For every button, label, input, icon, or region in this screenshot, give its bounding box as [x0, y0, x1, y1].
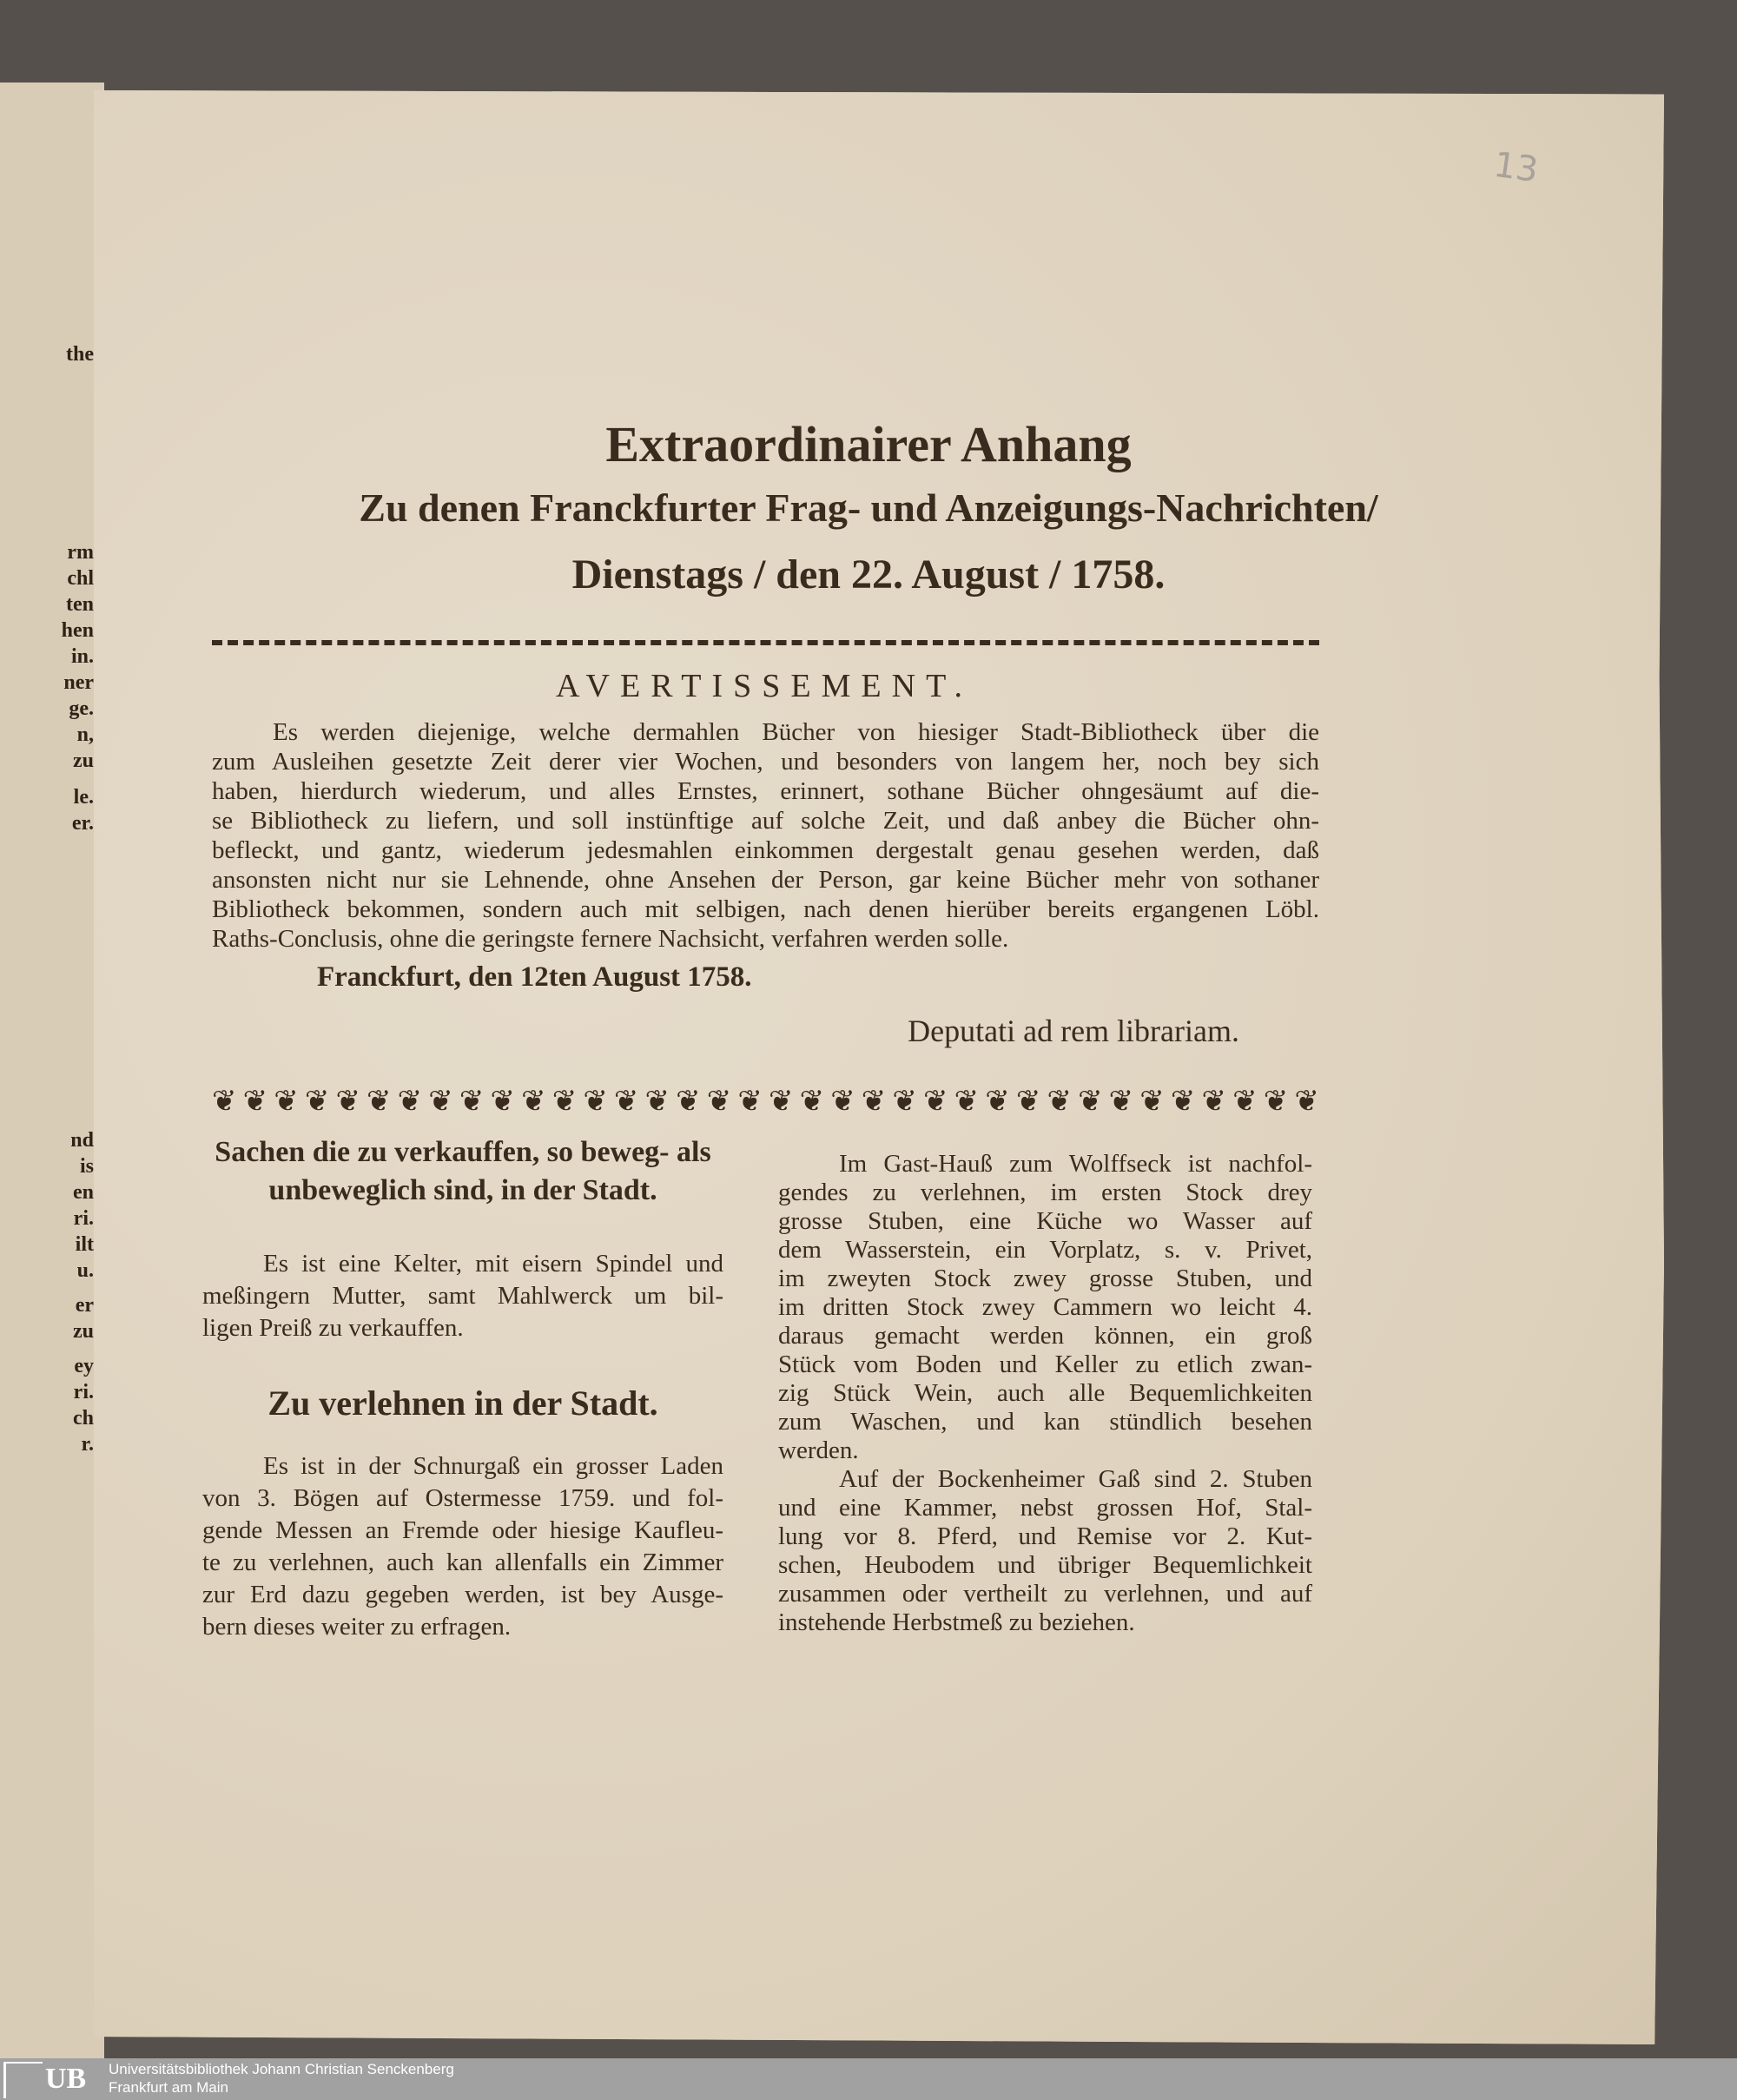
header-divider-rule: [212, 640, 1319, 645]
fleuron-icon: ❦: [1078, 1087, 1103, 1117]
fleuron-icon: ❦: [1139, 1087, 1165, 1117]
section-heading-for-rent: Zu verlehnen in der Stadt.: [267, 1383, 658, 1423]
text-line: ansonsten nicht nur sie Lehnende, ohne Ansehen der Person, gar keine Bücher mehr von sothaner: [212, 866, 1319, 894]
fleuron-icon: ❦: [1047, 1087, 1072, 1117]
text-line: instehende Herbstmeß zu beziehen.: [778, 1608, 1135, 1636]
fleuron-icon: ❦: [861, 1087, 887, 1117]
text-line: von 3. Bögen auf Ostermesse 1759. und fol-: [202, 1484, 723, 1512]
fleuron-icon: ❦: [397, 1087, 423, 1117]
text-line: zusammen oder vertheilt zu verlehnen, und auf: [778, 1580, 1312, 1608]
fragment-text: nd: [70, 1129, 94, 1152]
text-line: befleckt, und gantz, wiederum jedesmahlen einkommen dergestalt genau gesehen werden, daß: [212, 836, 1319, 864]
fragment-text: ner: [63, 671, 94, 694]
text-line: te zu verlehnen, auch kan allenfalls ein Zimmer: [202, 1549, 723, 1576]
fleuron-icon: ❦: [892, 1087, 917, 1117]
text-line: Raths-Conclusis, ohne die geringste fernere Nachsicht, verfahren werden solle.: [212, 925, 1009, 953]
fragment-text: ri.: [73, 1381, 94, 1403]
fleuron-icon: ❦: [1015, 1087, 1041, 1117]
text-line: zig Stück Wein, auch alle Bequemlichkeiten: [778, 1379, 1312, 1407]
fragment-text: ri.: [73, 1207, 94, 1230]
text-line: im dritten Stock zwey Cammern wo leicht 4.: [778, 1293, 1312, 1321]
fleuron-icon: ❦: [985, 1087, 1010, 1117]
text-line: bern dieses weiter zu erfragen.: [202, 1613, 512, 1641]
document-subtitle: Zu denen Franckfurter Frag- und Anzeigungs-Nachrichten/: [359, 485, 1378, 530]
library-logo: UB: [3, 2060, 99, 2098]
fragment-text: ge.: [69, 697, 94, 720]
text-line: lung vor 8. Pferd, und Remise vor 2. Kut-: [778, 1522, 1312, 1550]
text-line: Es ist eine Kelter, mit eisern Spindel und: [263, 1250, 723, 1278]
portrait-icon: [3, 2062, 43, 2098]
notice-heading: AVERTISSEMENT.: [556, 668, 973, 704]
text-line: se Bibliotheck zu liefern, und soll instünftige auf solche Zeit, und daß anbey die Bücher ohn-: [212, 807, 1319, 835]
fragment-text: en: [73, 1181, 94, 1204]
fleuron-icon: ❦: [799, 1087, 825, 1117]
fleuron-icon: ❦: [521, 1087, 546, 1117]
document-page: [94, 90, 1664, 2044]
fleuron-icon: ❦: [954, 1087, 980, 1117]
fragment-text: le.: [73, 786, 94, 809]
fleuron-icon: ❦: [367, 1087, 392, 1117]
for-sale-paragraph: [202, 1248, 723, 1344]
fragment-text: rm: [67, 541, 94, 564]
for-rent-paragraph: [202, 1450, 723, 1643]
fleuron-icon: ❦: [583, 1087, 608, 1117]
fleuron-icon: ❦: [1170, 1087, 1196, 1117]
fragment-text: zu: [73, 750, 94, 772]
text-line: und eine Kammer, nebst grossen Hof, Stal-: [778, 1494, 1312, 1522]
footer-city: Frankfurt am Main: [109, 2079, 228, 2096]
fragment-text: the: [66, 343, 94, 366]
text-line: Im Gast-Hauß zum Wolffseck ist nachfol-: [839, 1150, 1312, 1178]
text-line: werden.: [778, 1436, 859, 1464]
text-line: Bibliotheck bekommen, sondern auch mit selbigen, nach denen hierüber bereits ergangenen Löbl.: [212, 895, 1319, 923]
fleuron-icon: ❦: [737, 1087, 763, 1117]
fragment-text: u.: [76, 1259, 94, 1282]
fleuron-icon: ❦: [1201, 1087, 1226, 1117]
fragment-text: chl: [67, 567, 94, 590]
text-line: Es ist in der Schnurgaß ein grosser Laden: [263, 1452, 723, 1480]
fragment-text: er.: [71, 812, 94, 835]
ornamental-divider: [212, 1087, 1319, 1117]
fleuron-icon: ❦: [304, 1087, 330, 1117]
fleuron-icon: ❦: [923, 1087, 948, 1117]
fleuron-icon: ❦: [551, 1087, 578, 1117]
fragment-text: in.: [70, 645, 94, 668]
text-line: unbeweglich sind, in der Stadt.: [268, 1174, 657, 1206]
fragment-text: r.: [81, 1433, 94, 1456]
fleuron-icon: ❦: [1263, 1087, 1289, 1117]
text-line: zur Erd dazu gegeben werden, ist bey Ausge-: [202, 1581, 723, 1608]
text-line: gende Messen an Fremde oder hiesige Kaufleu-: [202, 1516, 723, 1544]
text-line: schen, Heubodem und übriger Bequemlichkeit: [778, 1551, 1312, 1579]
text-line: meßingern Mutter, samt Mahlwerck um bil-: [202, 1282, 723, 1310]
fragment-text: is: [79, 1155, 94, 1178]
section-heading-for-sale: [202, 1133, 723, 1210]
text-line: Auf der Bockenheimer Gaß sind 2. Stuben: [839, 1465, 1312, 1493]
right-column-text: [778, 1150, 1312, 1637]
text-line: ligen Preiß zu verkauffen.: [202, 1314, 464, 1342]
fleuron-icon: ❦: [768, 1087, 794, 1117]
fragment-text: hen: [61, 619, 94, 642]
fleuron-icon: ❦: [1108, 1087, 1134, 1117]
fleuron-icon: ❦: [335, 1087, 360, 1117]
fleuron-icon: ❦: [706, 1087, 732, 1117]
fragment-text: n,: [76, 723, 94, 746]
text-line: im zweyten Stock zwey grosse Stuben, und: [778, 1265, 1312, 1292]
text-line: Sachen die zu verkauffen, so beweg- als: [215, 1136, 711, 1168]
issue-date: Dienstags / den 22. August / 1758.: [571, 551, 1166, 598]
fleuron-icon: ❦: [490, 1087, 515, 1117]
text-line: zum Waschen, und kan stündlich besehen: [778, 1408, 1312, 1436]
fleuron-icon: ❦: [1232, 1087, 1258, 1117]
fleuron-icon: ❦: [1294, 1087, 1319, 1117]
text-line: zum Ausleihen gesetzte Zeit derer vier Wochen, und besonders von langem her, noch bey sich: [212, 748, 1319, 776]
fragment-text: ch: [73, 1407, 94, 1430]
fragment-text: ilt: [75, 1233, 94, 1256]
text-line: grosse Stuben, eine Küche wo Wasser auf: [778, 1207, 1312, 1235]
document-title: Extraordinairer Anhang: [605, 416, 1132, 472]
footer-institution: Universitätsbibliothek Johann Christian Senckenberg: [109, 2061, 454, 2077]
fleuron-icon: ❦: [644, 1087, 670, 1117]
text-line: gendes zu verlehnen, im ersten Stock drey: [778, 1179, 1312, 1206]
text-line: Stück vom Boden und Keller zu etlich zwan-: [778, 1350, 1312, 1378]
adjacent-page-edge: [0, 83, 104, 2063]
fleuron-icon: ❦: [212, 1087, 237, 1117]
text-line: Es werden diejenige, welche dermahlen Bücher von hiesiger Stadt-Bibliotheck über die: [273, 718, 1319, 746]
notice-place-date: Franckfurt, den 12ten August 1758.: [317, 961, 752, 993]
handwritten-page-number: 13: [1491, 144, 1541, 191]
fleuron-icon: ❦: [428, 1087, 453, 1117]
fleuron-icon: ❦: [274, 1087, 299, 1117]
notice-body: [212, 717, 1319, 954]
fleuron-icon: ❦: [676, 1087, 701, 1117]
text-line: dem Wasserstein, ein Vorplatz, s. v. Privet,: [778, 1236, 1312, 1264]
fleuron-icon: ❦: [830, 1087, 855, 1117]
fleuron-icon: ❦: [459, 1087, 485, 1117]
fleuron-icon: ❦: [613, 1087, 639, 1117]
fragment-text: zu: [73, 1320, 94, 1343]
text-line: daraus gemacht werden können, ein groß: [778, 1322, 1312, 1350]
fragment-text: ey: [74, 1355, 94, 1377]
fragment-text: er: [75, 1294, 94, 1317]
text-line: haben, hierdurch wiederum, und alles Ernstes, erinnert, sothane Bücher ohngesäumt auf die-: [212, 777, 1319, 805]
fleuron-icon: ❦: [242, 1087, 268, 1117]
notice-signature: Deputati ad rem librariam.: [908, 1014, 1239, 1048]
fragment-text: ten: [66, 593, 94, 616]
